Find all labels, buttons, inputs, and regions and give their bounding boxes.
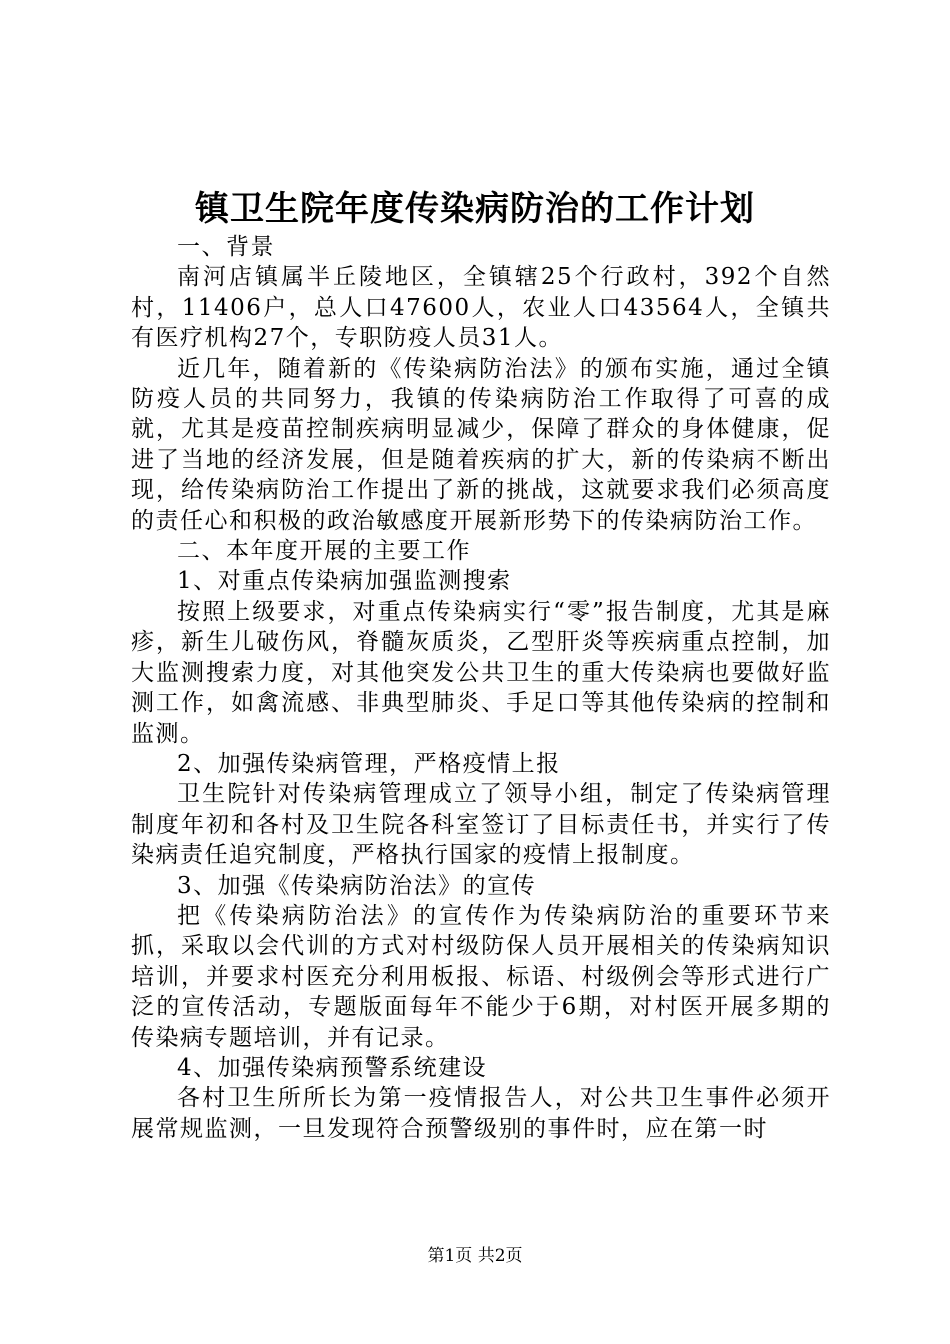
paragraph-early-warning: 各村卫生所所长为第一疫情报告人，对公共卫生事件必须开展常规监测，一旦发现符合预警级别的事件时，应在第一时 [131,1085,831,1142]
subheading-management: 2、加强传染病管理，严格疫情上报 [177,750,561,777]
subheading-early-warning: 4、加强传染病预警系统建设 [177,1054,488,1081]
section-heading-background: 一、背景 [177,234,275,260]
subheading-publicity: 3、加强《传染病防治法》的宣传 [177,872,537,899]
document-title: 镇卫生院年度传染病防治的工作计划 [195,189,755,229]
paragraph-monitoring: 按照上级要求，对重点传染病实行“零”报告制度，尤其是麻疹，新生儿破伤风，脊髓灰质炎，乙型肝炎等疾病重点控制，加大监测搜索力度，对其他突发公共卫生的重大传染病也要做好监测工作，如禽流感、非典型肺炎、手足口等其他传染病的控制和监测。 [131,598,831,747]
paragraph-publicity: 把《传染病防治法》的宣传作为传染病防治的重要环节来抓，采取以会代训的方式对村级防保人员开展相关的传染病知识培训，并要求村医充分利用板报、标语、村级例会等形式进行广泛的宣传活动，专题版面每年不能少于6期，对村医开展多期的传染病专题培训，并有记录。 [131,902,831,1051]
subheading-monitoring: 1、对重点传染病加强监测搜索 [177,568,512,595]
paragraph-management: 卫生院针对传染病管理成立了领导小组，制定了传染病管理制度年初和各村及卫生院各科室签订了目标责任书，并实行了传染病责任追究制度，严格执行国家的疫情上报制度。 [131,781,831,869]
section-heading-main-work: 二、本年度开展的主要工作 [177,538,471,565]
paragraph-background-recent-years: 近几年，随着新的《传染病防治法》的颁布实施，通过全镇防疫人员的共同努力，我镇的传染病防治工作取得了可喜的成就，尤其是疫苗控制疾病明显减少，保障了群众的身体健康，促进了当地的经济发展，但是随着疾病的扩大，新的传染病不断出现，给传染病防治工作提出了新的挑战，这就要求我们必须高度的责任心和积极的政治敏感度开展新形势下的传染病防治工作。 [131,355,831,534]
page-number-footer: 第1页 共2页 [427,1246,523,1266]
paragraph-background-overview: 南河店镇属半丘陵地区，全镇辖25个行政村，392个自然村，11406户，总人口47600人，农业人口43564人，全镇共有医疗机构27个，专职防疫人员31人。 [131,264,831,352]
document-body [131,232,831,1144]
